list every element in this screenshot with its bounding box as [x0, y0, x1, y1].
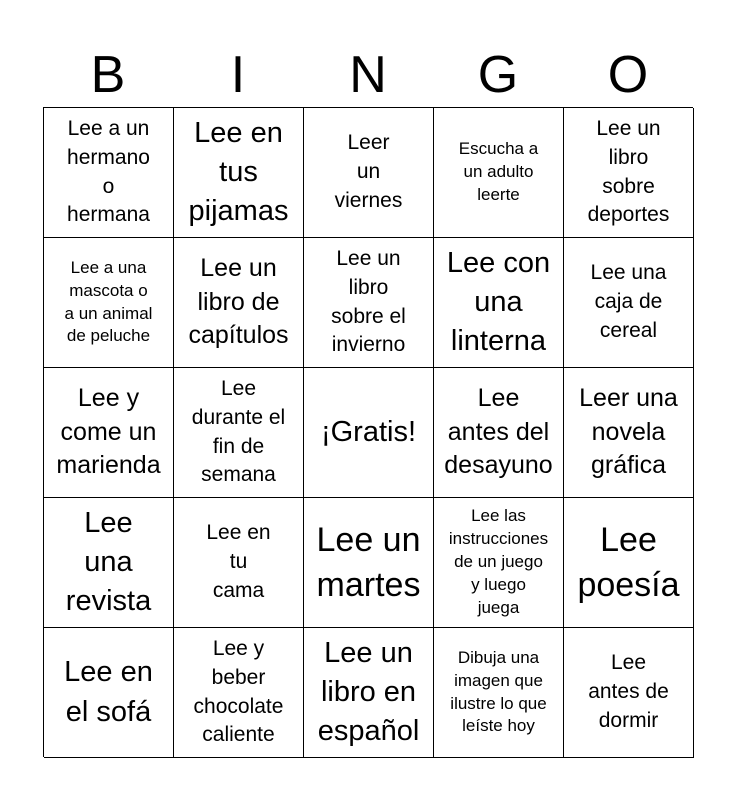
cell-text: Lee durante el fin de semana — [191, 376, 286, 487]
bingo-cell[interactable] — [304, 498, 434, 628]
cell-text: Lee y come un marienda — [56, 384, 161, 480]
cell-text: Lee las instrucciones de un juego y luego juega — [448, 506, 549, 617]
cell-text: Lee a un hermano o hermana — [67, 116, 150, 227]
header-letter-i: I — [230, 46, 246, 104]
cell-text: Lee antes de dormir — [588, 651, 669, 732]
cell-text: Lee poesía — [577, 521, 680, 604]
cell-text: Lee en el sofá — [64, 656, 153, 728]
cell-text: Lee y beber chocolate caliente — [193, 636, 284, 747]
cell-text: Lee un libro en español — [317, 636, 420, 748]
bingo-cell[interactable] — [434, 498, 564, 628]
bingo-cell[interactable] — [434, 108, 564, 238]
cell-text: Escucha a un adulto leerte — [458, 139, 539, 204]
bingo-cell[interactable] — [564, 368, 694, 498]
cell-text: Lee antes del desayuno — [444, 384, 553, 480]
cell-text: Lee un libro sobre deportes — [587, 116, 670, 227]
cell-text: Lee un martes — [316, 521, 421, 604]
bingo-cell[interactable] — [434, 628, 564, 758]
bingo-grid — [43, 107, 693, 757]
bingo-cell[interactable] — [434, 368, 564, 498]
header-letter-g: G — [477, 46, 519, 104]
bingo-cell[interactable] — [174, 628, 304, 758]
cell-text: Lee una revista — [65, 506, 152, 618]
cell-text: ¡Gratis! — [320, 415, 417, 448]
bingo-cell[interactable] — [44, 368, 174, 498]
cell-text: Dibuja una imagen que ilustre lo que leíste hoy — [450, 647, 547, 736]
bingo-cell[interactable] — [174, 238, 304, 368]
bingo-cell[interactable] — [44, 238, 174, 368]
header-letter-n: N — [349, 46, 387, 104]
cell-text: Lee un libro de capítulos — [188, 254, 289, 350]
cell-text: Lee en tu cama — [206, 521, 271, 602]
cell-text: Lee un libro sobre el invierno — [331, 246, 406, 357]
bingo-cell[interactable] — [564, 628, 694, 758]
bingo-cell[interactable] — [304, 628, 434, 758]
bingo-cell[interactable] — [174, 498, 304, 628]
bingo-cell[interactable] — [44, 628, 174, 758]
bingo-cell[interactable] — [564, 108, 694, 238]
cell-text: Lee a una mascota o a un animal de peluche — [64, 257, 153, 346]
cell-text: Leer una novela gráfica — [579, 384, 678, 480]
bingo-header — [43, 44, 693, 106]
cell-text: Lee en tus pijamas — [188, 116, 289, 228]
bingo-cell[interactable] — [564, 498, 694, 628]
bingo-cell[interactable] — [304, 238, 434, 368]
header-letter-b: B — [90, 46, 126, 104]
bingo-cell[interactable] — [44, 498, 174, 628]
header-letter-o: O — [607, 46, 649, 104]
bingo-cell-free[interactable] — [304, 368, 434, 498]
bingo-cell[interactable] — [564, 238, 694, 368]
bingo-cell[interactable] — [434, 238, 564, 368]
cell-text: Lee una caja de cereal — [590, 261, 667, 342]
bingo-cell[interactable] — [174, 108, 304, 238]
bingo-cell[interactable] — [304, 108, 434, 238]
bingo-cell[interactable] — [174, 368, 304, 498]
cell-text: Lee con una linterna — [446, 246, 551, 358]
bingo-cell[interactable] — [44, 108, 174, 238]
cell-text: Leer un viernes — [334, 131, 403, 212]
